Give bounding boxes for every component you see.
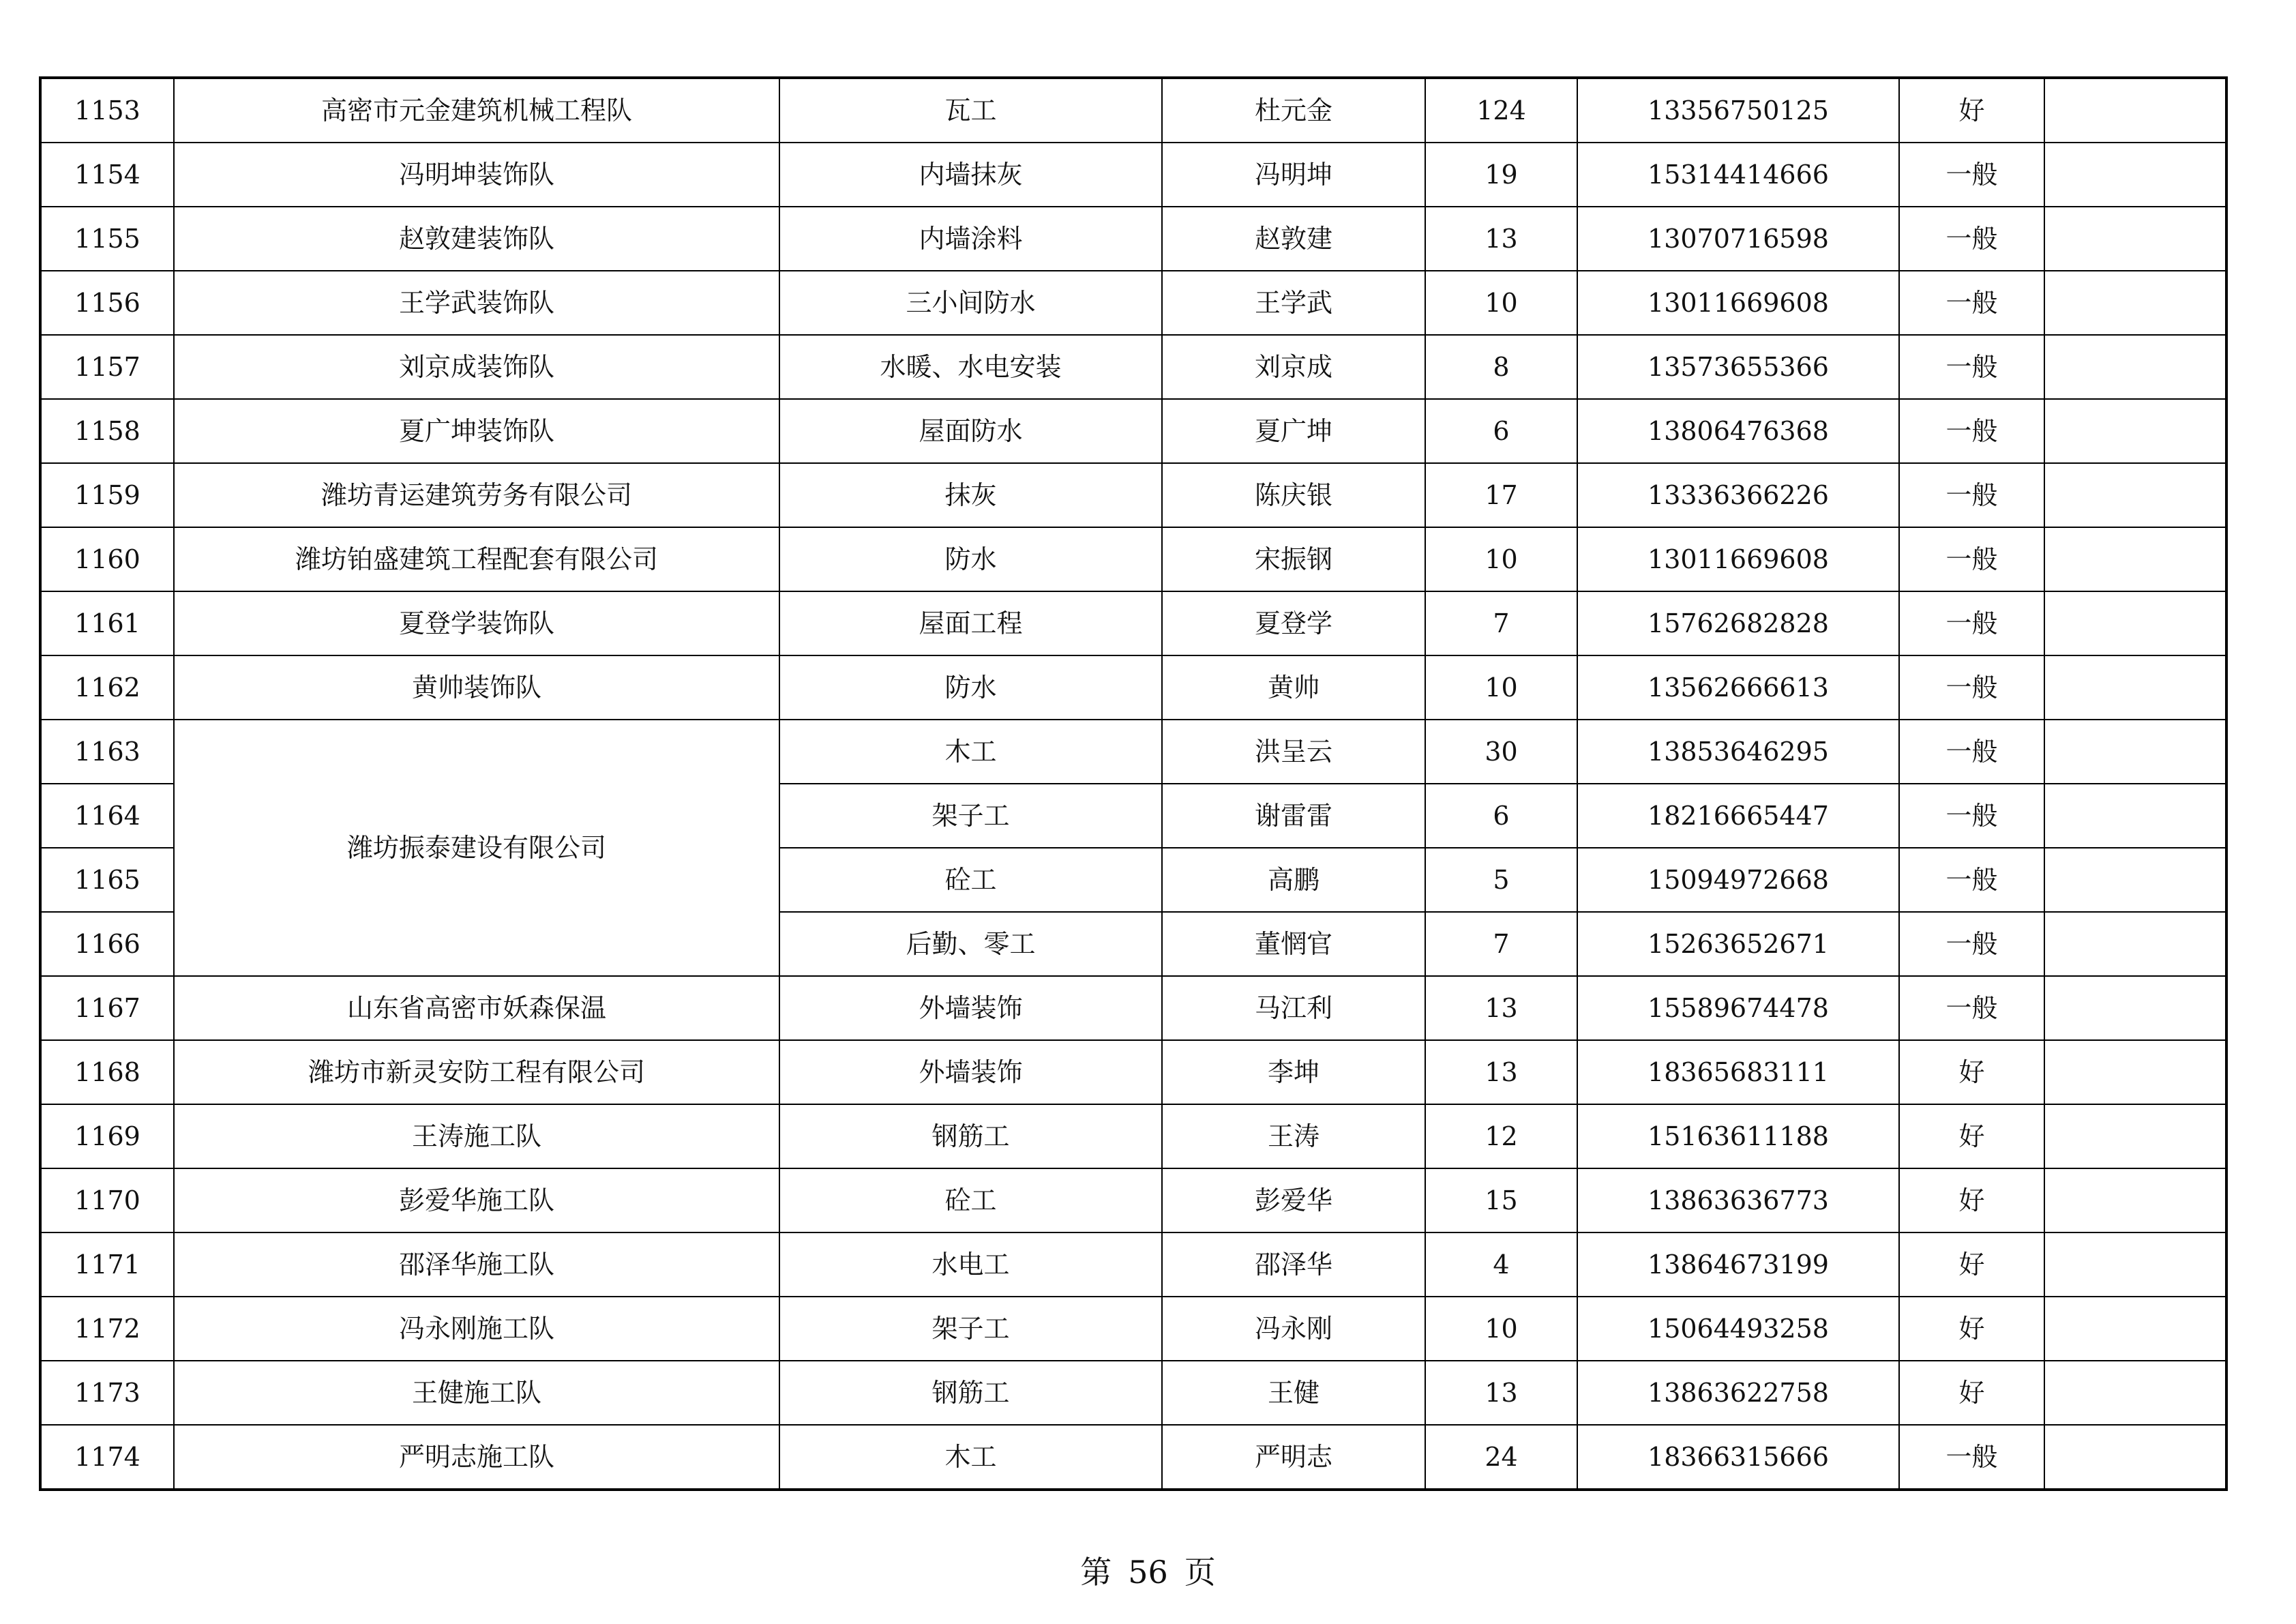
work-type-cell: 防水 xyxy=(779,527,1162,591)
work-type-cell: 内墙抹灰 xyxy=(779,143,1162,207)
company-cell: 刘京成装饰队 xyxy=(174,335,779,399)
company-cell: 邵泽华施工队 xyxy=(174,1232,779,1297)
leader-cell: 宋振钢 xyxy=(1162,527,1425,591)
headcount-cell: 10 xyxy=(1425,1297,1577,1361)
note-cell xyxy=(2044,207,2226,271)
table-row xyxy=(40,463,2226,527)
table-row xyxy=(40,655,2226,720)
headcount-cell: 6 xyxy=(1425,399,1577,463)
rating-cell: 一般 xyxy=(1899,527,2044,591)
work-type-cell: 钢筋工 xyxy=(779,1104,1162,1168)
phone-cell: 18216665447 xyxy=(1577,784,1899,848)
phone-cell: 13863622758 xyxy=(1577,1361,1899,1425)
note-cell xyxy=(2044,1361,2226,1425)
contractor-table xyxy=(39,76,2228,1491)
company-cell: 赵敦建装饰队 xyxy=(174,207,779,271)
table-row xyxy=(40,1168,2226,1232)
work-type-cell: 钢筋工 xyxy=(779,1361,1162,1425)
phone-cell: 13356750125 xyxy=(1577,78,1899,143)
leader-cell: 黄帅 xyxy=(1162,655,1425,720)
table-row xyxy=(40,720,2226,784)
rating-cell: 一般 xyxy=(1899,271,2044,335)
leader-cell: 王健 xyxy=(1162,1361,1425,1425)
phone-cell: 13864673199 xyxy=(1577,1232,1899,1297)
row-number-cell: 1164 xyxy=(40,784,174,848)
leader-cell: 刘京成 xyxy=(1162,335,1425,399)
row-number-cell: 1173 xyxy=(40,1361,174,1425)
row-number-cell: 1153 xyxy=(40,78,174,143)
note-cell xyxy=(2044,527,2226,591)
note-cell xyxy=(2044,335,2226,399)
leader-cell: 夏登学 xyxy=(1162,591,1425,655)
note-cell xyxy=(2044,655,2226,720)
phone-cell: 13336366226 xyxy=(1577,463,1899,527)
table-row xyxy=(40,527,2226,591)
work-type-cell: 砼工 xyxy=(779,848,1162,912)
work-type-cell: 架子工 xyxy=(779,784,1162,848)
phone-cell: 15064493258 xyxy=(1577,1297,1899,1361)
row-number-cell: 1171 xyxy=(40,1232,174,1297)
leader-cell: 杜元金 xyxy=(1162,78,1425,143)
row-number-cell: 1159 xyxy=(40,463,174,527)
work-type-cell: 水电工 xyxy=(779,1232,1162,1297)
note-cell xyxy=(2044,1425,2226,1490)
page-label-prefix: 第 xyxy=(1080,1554,1112,1591)
phone-cell: 13806476368 xyxy=(1577,399,1899,463)
headcount-cell: 8 xyxy=(1425,335,1577,399)
rating-cell: 一般 xyxy=(1899,591,2044,655)
rating-cell: 一般 xyxy=(1899,720,2044,784)
row-number-cell: 1163 xyxy=(40,720,174,784)
phone-cell: 13562666613 xyxy=(1577,655,1899,720)
rating-cell: 好 xyxy=(1899,1168,2044,1232)
headcount-cell: 124 xyxy=(1425,78,1577,143)
headcount-cell: 13 xyxy=(1425,976,1577,1040)
company-cell: 潍坊振泰建设有限公司 xyxy=(174,720,779,976)
company-cell: 高密市元金建筑机械工程队 xyxy=(174,78,779,143)
work-type-cell: 瓦工 xyxy=(779,78,1162,143)
row-number-cell: 1156 xyxy=(40,271,174,335)
row-number-cell: 1167 xyxy=(40,976,174,1040)
table-row xyxy=(40,1297,2226,1361)
row-number-cell: 1174 xyxy=(40,1425,174,1490)
note-cell xyxy=(2044,976,2226,1040)
phone-cell: 18366315666 xyxy=(1577,1425,1899,1490)
rating-cell: 一般 xyxy=(1899,335,2044,399)
work-type-cell: 水暖、水电安装 xyxy=(779,335,1162,399)
headcount-cell: 6 xyxy=(1425,784,1577,848)
page-footer xyxy=(0,1554,2296,1591)
leader-cell: 彭爱华 xyxy=(1162,1168,1425,1232)
rating-cell: 好 xyxy=(1899,1104,2044,1168)
note-cell xyxy=(2044,463,2226,527)
note-cell xyxy=(2044,271,2226,335)
work-type-cell: 外墙装饰 xyxy=(779,976,1162,1040)
note-cell xyxy=(2044,1232,2226,1297)
leader-cell: 谢雷雷 xyxy=(1162,784,1425,848)
row-number-cell: 1168 xyxy=(40,1040,174,1104)
note-cell xyxy=(2044,399,2226,463)
table-row xyxy=(40,1232,2226,1297)
row-number-cell: 1158 xyxy=(40,399,174,463)
leader-cell: 王学武 xyxy=(1162,271,1425,335)
headcount-cell: 24 xyxy=(1425,1425,1577,1490)
leader-cell: 邵泽华 xyxy=(1162,1232,1425,1297)
rating-cell: 一般 xyxy=(1899,207,2044,271)
work-type-cell: 内墙涂料 xyxy=(779,207,1162,271)
rating-cell: 一般 xyxy=(1899,976,2044,1040)
work-type-cell: 防水 xyxy=(779,655,1162,720)
work-type-cell: 木工 xyxy=(779,1425,1162,1490)
headcount-cell: 12 xyxy=(1425,1104,1577,1168)
table-row xyxy=(40,207,2226,271)
table-row xyxy=(40,1361,2226,1425)
row-number-cell: 1169 xyxy=(40,1104,174,1168)
note-cell xyxy=(2044,1168,2226,1232)
company-cell: 黄帅装饰队 xyxy=(174,655,779,720)
work-type-cell: 外墙装饰 xyxy=(779,1040,1162,1104)
phone-cell: 13011669608 xyxy=(1577,271,1899,335)
headcount-cell: 15 xyxy=(1425,1168,1577,1232)
rating-cell: 好 xyxy=(1899,1040,2044,1104)
work-type-cell: 屋面工程 xyxy=(779,591,1162,655)
leader-cell: 夏广坤 xyxy=(1162,399,1425,463)
note-cell xyxy=(2044,1104,2226,1168)
phone-cell: 15094972668 xyxy=(1577,848,1899,912)
phone-cell: 15762682828 xyxy=(1577,591,1899,655)
rating-cell: 一般 xyxy=(1899,143,2044,207)
phone-cell: 15589674478 xyxy=(1577,976,1899,1040)
page-number: 56 xyxy=(1128,1554,1168,1591)
company-cell: 山东省高密市妖森保温 xyxy=(174,976,779,1040)
phone-cell: 13573655366 xyxy=(1577,335,1899,399)
work-type-cell: 架子工 xyxy=(779,1297,1162,1361)
headcount-cell: 13 xyxy=(1425,1361,1577,1425)
headcount-cell: 10 xyxy=(1425,271,1577,335)
rating-cell: 好 xyxy=(1899,1361,2044,1425)
headcount-cell: 7 xyxy=(1425,591,1577,655)
company-cell: 王涛施工队 xyxy=(174,1104,779,1168)
phone-cell: 13070716598 xyxy=(1577,207,1899,271)
row-number-cell: 1166 xyxy=(40,912,174,976)
company-cell: 冯永刚施工队 xyxy=(174,1297,779,1361)
table-row xyxy=(40,1040,2226,1104)
note-cell xyxy=(2044,912,2226,976)
headcount-cell: 13 xyxy=(1425,1040,1577,1104)
phone-cell: 13863636773 xyxy=(1577,1168,1899,1232)
headcount-cell: 4 xyxy=(1425,1232,1577,1297)
leader-cell: 赵敦建 xyxy=(1162,207,1425,271)
rating-cell: 一般 xyxy=(1899,784,2044,848)
rating-cell: 一般 xyxy=(1899,848,2044,912)
work-type-cell: 抹灰 xyxy=(779,463,1162,527)
company-cell: 彭爱华施工队 xyxy=(174,1168,779,1232)
rating-cell: 好 xyxy=(1899,1297,2044,1361)
leader-cell: 李坤 xyxy=(1162,1040,1425,1104)
rating-cell: 一般 xyxy=(1899,912,2044,976)
page-label-suffix: 页 xyxy=(1184,1554,1216,1591)
rating-cell: 一般 xyxy=(1899,463,2044,527)
row-number-cell: 1154 xyxy=(40,143,174,207)
phone-cell: 15163611188 xyxy=(1577,1104,1899,1168)
work-type-cell: 三小间防水 xyxy=(779,271,1162,335)
table-row xyxy=(40,78,2226,143)
rating-cell: 好 xyxy=(1899,1232,2044,1297)
headcount-cell: 10 xyxy=(1425,527,1577,591)
company-cell: 夏广坤装饰队 xyxy=(174,399,779,463)
company-cell: 严明志施工队 xyxy=(174,1425,779,1490)
headcount-cell: 7 xyxy=(1425,912,1577,976)
work-type-cell: 屋面防水 xyxy=(779,399,1162,463)
leader-cell: 王涛 xyxy=(1162,1104,1425,1168)
leader-cell: 董惘官 xyxy=(1162,912,1425,976)
work-type-cell: 后勤、零工 xyxy=(779,912,1162,976)
leader-cell: 冯永刚 xyxy=(1162,1297,1425,1361)
leader-cell: 马江利 xyxy=(1162,976,1425,1040)
row-number-cell: 1157 xyxy=(40,335,174,399)
table-body xyxy=(40,78,2226,1490)
row-number-cell: 1172 xyxy=(40,1297,174,1361)
phone-cell: 15314414666 xyxy=(1577,143,1899,207)
note-cell xyxy=(2044,784,2226,848)
company-cell: 潍坊青运建筑劳务有限公司 xyxy=(174,463,779,527)
company-cell: 王学武装饰队 xyxy=(174,271,779,335)
note-cell xyxy=(2044,78,2226,143)
leader-cell: 严明志 xyxy=(1162,1425,1425,1490)
leader-cell: 洪呈云 xyxy=(1162,720,1425,784)
company-cell: 潍坊市新灵安防工程有限公司 xyxy=(174,1040,779,1104)
headcount-cell: 30 xyxy=(1425,720,1577,784)
rating-cell: 一般 xyxy=(1899,655,2044,720)
headcount-cell: 17 xyxy=(1425,463,1577,527)
table-row xyxy=(40,271,2226,335)
row-number-cell: 1160 xyxy=(40,527,174,591)
work-type-cell: 砼工 xyxy=(779,1168,1162,1232)
phone-cell: 13011669608 xyxy=(1577,527,1899,591)
leader-cell: 高鹏 xyxy=(1162,848,1425,912)
leader-cell: 冯明坤 xyxy=(1162,143,1425,207)
table-row xyxy=(40,591,2226,655)
headcount-cell: 10 xyxy=(1425,655,1577,720)
table-row xyxy=(40,399,2226,463)
note-cell xyxy=(2044,1297,2226,1361)
row-number-cell: 1155 xyxy=(40,207,174,271)
note-cell xyxy=(2044,1040,2226,1104)
company-cell: 王健施工队 xyxy=(174,1361,779,1425)
rating-cell: 好 xyxy=(1899,78,2044,143)
row-number-cell: 1162 xyxy=(40,655,174,720)
row-number-cell: 1170 xyxy=(40,1168,174,1232)
leader-cell: 陈庆银 xyxy=(1162,463,1425,527)
row-number-cell: 1161 xyxy=(40,591,174,655)
phone-cell: 18365683111 xyxy=(1577,1040,1899,1104)
rating-cell: 一般 xyxy=(1899,399,2044,463)
company-cell: 夏登学装饰队 xyxy=(174,591,779,655)
note-cell xyxy=(2044,591,2226,655)
company-cell: 潍坊铂盛建筑工程配套有限公司 xyxy=(174,527,779,591)
table-row xyxy=(40,1104,2226,1168)
rating-cell: 一般 xyxy=(1899,1425,2044,1490)
work-type-cell: 木工 xyxy=(779,720,1162,784)
headcount-cell: 19 xyxy=(1425,143,1577,207)
headcount-cell: 13 xyxy=(1425,207,1577,271)
note-cell xyxy=(2044,143,2226,207)
note-cell xyxy=(2044,848,2226,912)
phone-cell: 13853646295 xyxy=(1577,720,1899,784)
row-number-cell: 1165 xyxy=(40,848,174,912)
table-row xyxy=(40,976,2226,1040)
phone-cell: 15263652671 xyxy=(1577,912,1899,976)
table-row xyxy=(40,143,2226,207)
note-cell xyxy=(2044,720,2226,784)
headcount-cell: 5 xyxy=(1425,848,1577,912)
table-row xyxy=(40,335,2226,399)
table-row xyxy=(40,1425,2226,1490)
company-cell: 冯明坤装饰队 xyxy=(174,143,779,207)
